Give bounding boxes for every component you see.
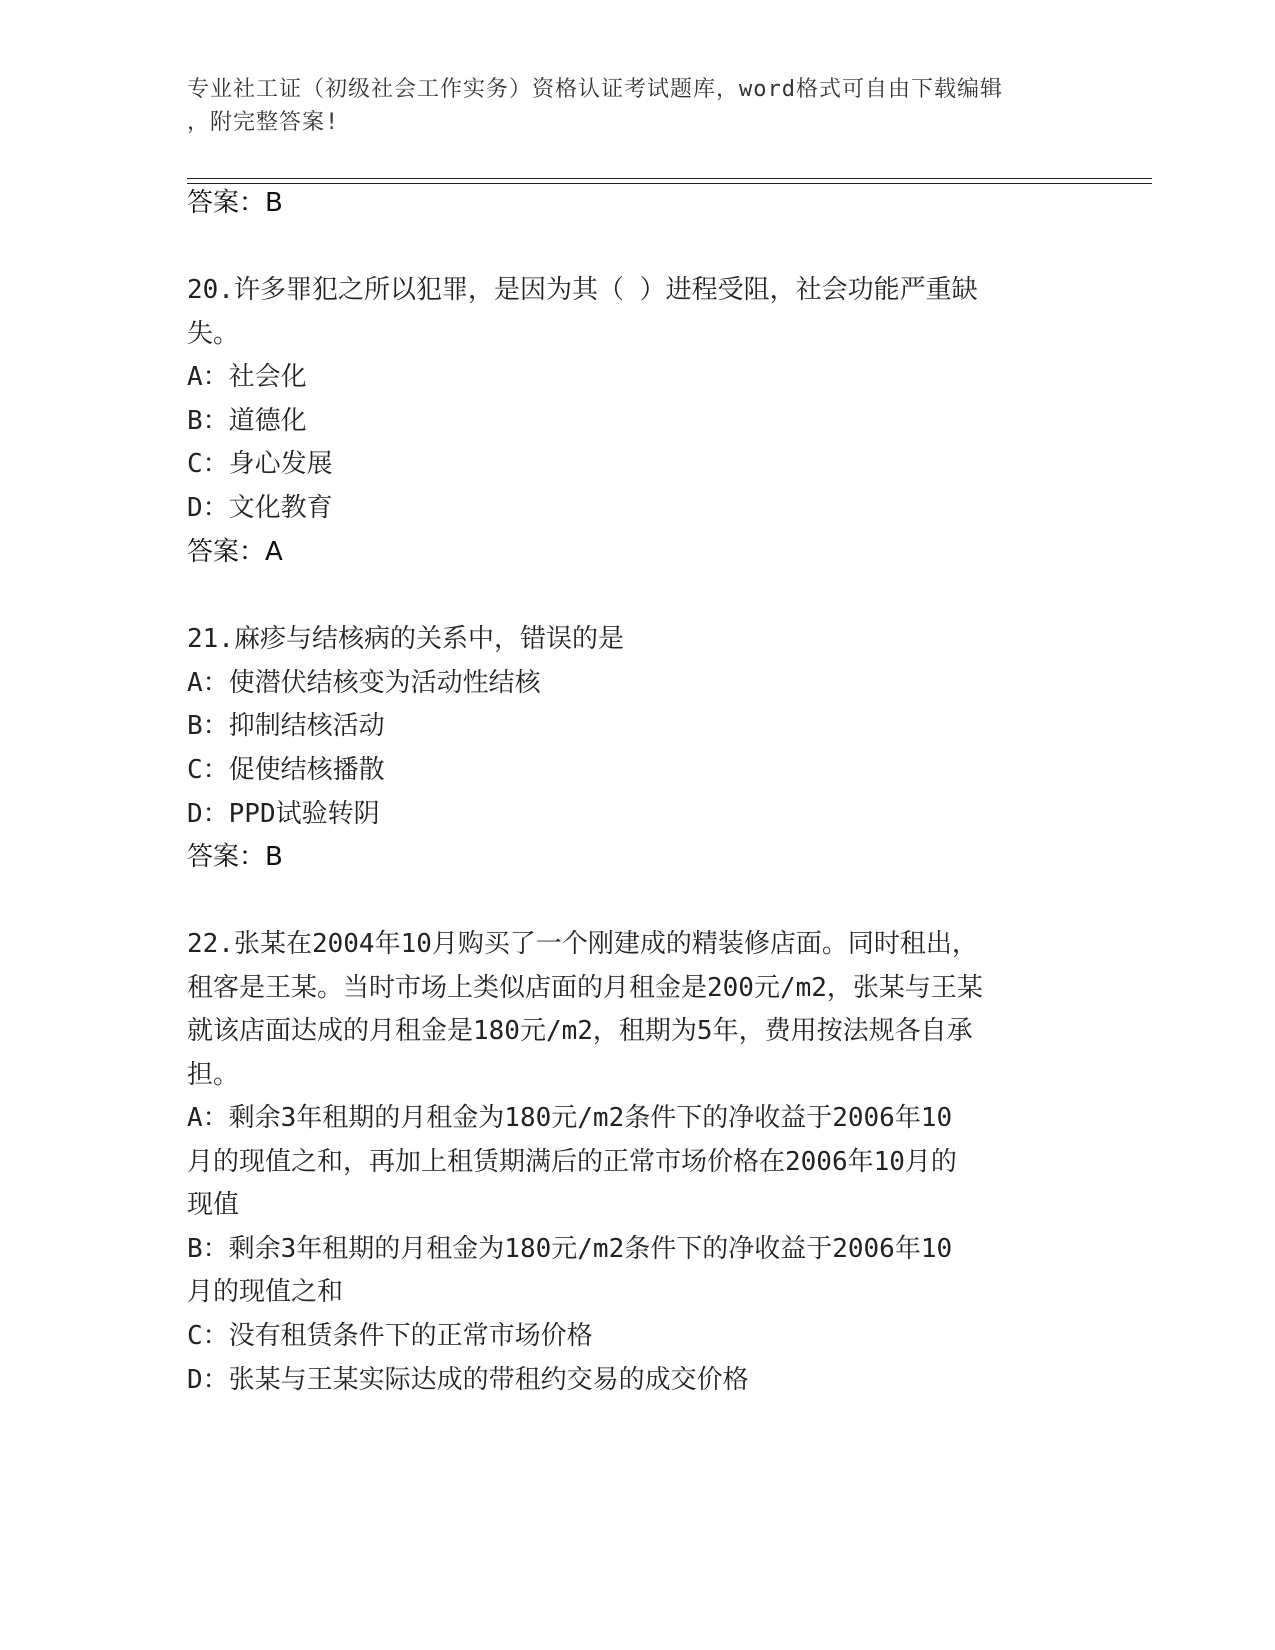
answer-21: 答案：B [187, 842, 283, 872]
question-stem: 21.麻疹与结核病的关系中，错误的是 [187, 624, 624, 654]
option-c: C：没有租赁条件下的正常市场价格 [187, 1321, 593, 1351]
question-stem: 20.许多罪犯之所以犯罪，是因为其（ ）进程受阻，社会功能严重缺 [187, 275, 978, 305]
page-header [187, 73, 1087, 139]
header-rule-bottom [187, 183, 1152, 184]
option-d: D：PPD试验转阴 [187, 799, 380, 829]
question-stem: 租客是王某。当时市场上类似店面的月租金是200元/m2，张某与王某 [187, 973, 983, 1003]
question-stem: 22.张某在2004年10月购买了一个刚建成的精装修店面。同时租出， [187, 929, 978, 959]
option-b: B：剩余3年租期的月租金为180元/m2条件下的净收益于2006年10 [187, 1234, 953, 1264]
answer-20: 答案：A [187, 537, 283, 567]
option-a: 现值 [187, 1190, 240, 1220]
option-a: 月的现值之和，再加上租赁期满后的正常市场价格在2006年10月的 [187, 1147, 957, 1177]
option-b: 月的现值之和 [187, 1277, 344, 1307]
question-stem: 就该店面达成的月租金是180元/m2，租期为5年，费用按法规各自承 [187, 1016, 973, 1046]
header-rule-top [187, 178, 1152, 179]
option-c: C：身心发展 [187, 449, 333, 479]
option-a: A：剩余3年租期的月租金为180元/m2条件下的净收益于2006年10 [187, 1103, 953, 1133]
option-b: B：抑制结核活动 [187, 711, 385, 741]
header-line-1: 专业社工证（初级社会工作实务）资格认证考试题库，word格式可自由下载编辑 [187, 77, 1003, 102]
question-stem: 失。 [187, 319, 240, 349]
option-a: A：社会化 [187, 362, 307, 392]
answer-19: 答案：B [187, 188, 283, 218]
option-b: B：道德化 [187, 406, 307, 436]
option-c: C：促使结核播散 [187, 755, 385, 785]
question-stem: 担。 [187, 1060, 240, 1090]
option-d: D：张某与王某实际达成的带租约交易的成交价格 [187, 1365, 749, 1395]
option-d: D：文化教育 [187, 493, 333, 523]
header-line-2: ，附完整答案! [187, 110, 340, 135]
option-a: A：使潜伏结核变为活动性结核 [187, 668, 541, 698]
